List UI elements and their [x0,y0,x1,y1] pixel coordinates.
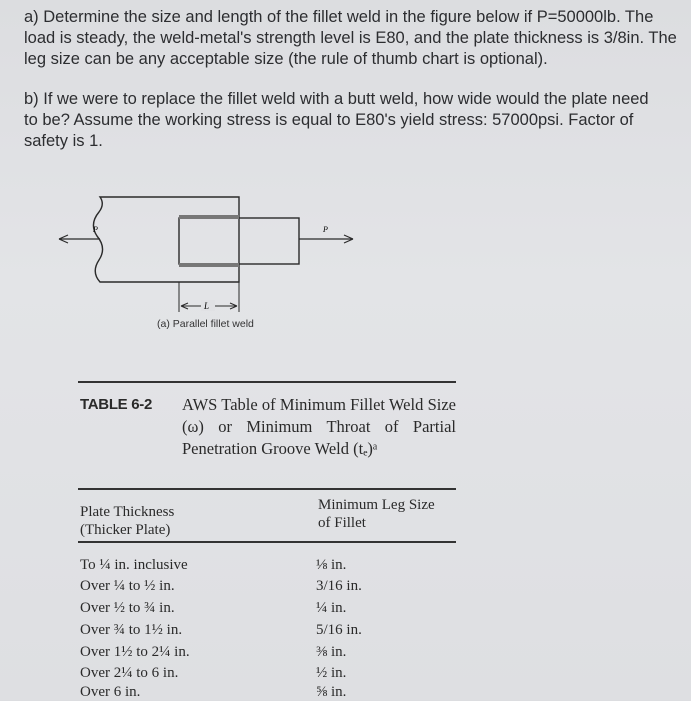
table-row: Over 6 in. [80,684,141,700]
question-a-text: a) Determine the size and length of the fillet weld in the figure below if P=50000lb. The load is steady, the weld-metal's strength level is E80, and the plate thickness is 3/8in. The leg size can be any acceptable size (the rule of thumb chart is optional). [24,8,677,68]
table-row-leg: ½ in. [316,665,347,681]
table-title: AWS Table of Minimum Fillet Weld Size (ω) or Minimum Throat of Partial Penetration Groove Weld (tₑ)ᵃ [182,395,456,458]
table-title-rule [78,488,456,490]
table-row: Over ½ to ¾ in. [80,600,175,616]
table-row: Over 1½ to 2¼ in. [80,644,190,660]
length-label: L [204,301,210,311]
table-row-leg: 3/16 in. [316,578,362,594]
table-row: Over ¼ to ½ in. [80,578,175,594]
column-header-leg-size: Minimum Leg Size of Fillet [318,497,435,531]
question-b-text: b) If we were to replace the fillet weld with a butt weld, how wide would the plate need to be? Assume the working stress is equal to E80's yield stress: 57000psi. Factor of safety is 1. [24,90,649,150]
table-label: TABLE 6-2 [80,396,153,413]
table-header-rule [78,541,456,543]
table-top-rule [78,381,456,383]
table-row-leg: ¼ in. [316,600,347,616]
load-label-right: P [323,225,328,234]
figure-caption: (a) Parallel fillet weld [157,318,254,330]
table-row-leg: ⅝ in. [316,684,347,700]
table-row-leg: 5/16 in. [316,622,362,638]
table-row: Over ¾ to 1½ in. [80,622,183,638]
load-label-left: P [93,225,98,234]
left-plate [93,197,239,282]
table-row-leg: ⅛ in. [316,557,347,573]
table-row: To ¼ in. inclusive [80,557,188,573]
fillet-weld-top [179,215,239,219]
column-header-thickness: Plate Thickness (Thicker Plate) [80,504,175,538]
table-row-leg: ⅜ in. [316,644,347,660]
table-row: Over 2¼ to 6 in. [80,665,179,681]
fillet-weld-bottom [179,263,239,267]
